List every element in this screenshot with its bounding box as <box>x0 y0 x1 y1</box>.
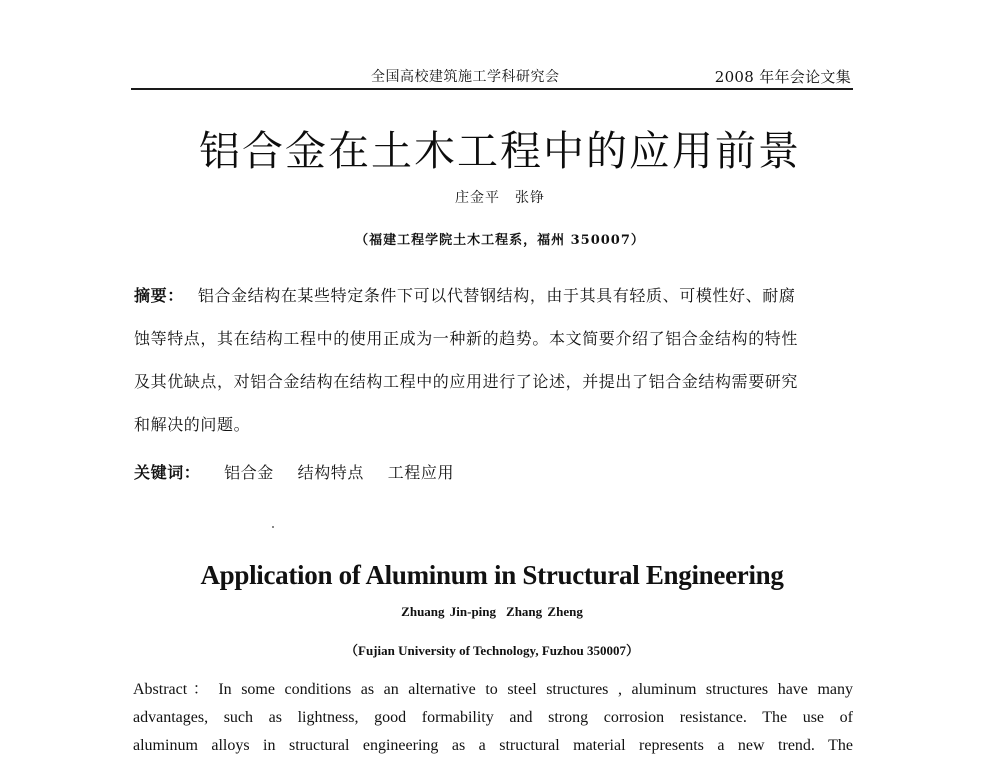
chinese-title: 铝合金在土木工程中的应用前景 <box>199 127 801 175</box>
keyword: 铝合金 <box>224 463 274 482</box>
english-abstract-line: advantages, such as lightness, good formability and strong corrosion resistance. The use of <box>133 709 853 726</box>
keyword: 结构特点 <box>297 463 364 482</box>
collection-name: 2008 年年会论文集 <box>714 68 851 86</box>
english-title: Application of Aluminum in Structural Engineering <box>200 560 784 590</box>
chinese-abstract-line: 及其优缺点，对铝合金结构在结构工程中的应用进行了论述，并提出了铝合金结构需要研究 <box>134 372 799 391</box>
chinese-keywords <box>134 460 472 483</box>
english-abstract-line <box>133 676 853 704</box>
chinese-abstract-text: 铝合金结构在某些特定条件下可以代替钢结构，由于其具有轻质、可模性好、耐腐 <box>197 286 796 305</box>
english-abstract <box>133 676 853 760</box>
chinese-abstract <box>134 274 856 446</box>
chinese-authors: 庄金平 张铮 <box>455 190 545 206</box>
english-author: Zhuang Jin-ping <box>401 604 497 619</box>
chinese-abstract-line <box>134 274 856 317</box>
english-affiliation: （Fujian University of Technology, Fuzhou 350007） <box>345 643 639 658</box>
english-abstract-text: In some conditions as an alternative to steel structures , aluminum structures have many <box>218 681 853 698</box>
keywords-label: 关键词： <box>134 463 201 482</box>
english-authors <box>0 604 984 620</box>
chinese-abstract-line: 蚀等特点，其在结构工程中的使用正成为一种新的趋势。本文简要介绍了铝合金结构的特性 <box>134 329 799 348</box>
keyword: 工程应用 <box>387 463 455 482</box>
chinese-abstract-line: 和解决的问题。 <box>134 415 251 434</box>
scan-artifact <box>272 526 274 528</box>
english-abstract-label: Abstract： <box>133 681 215 698</box>
chinese-affiliation: （福建工程学院土木工程系，福州 350007） <box>355 233 645 248</box>
english-abstract-line: aluminum alloys in structural engineering as a structural material represents a new trend. The <box>133 737 853 754</box>
english-author: Zhang Zheng <box>506 604 583 619</box>
header-divider <box>131 88 853 90</box>
running-header <box>131 62 853 88</box>
chinese-abstract-label: 摘要： <box>134 286 184 305</box>
journal-name: 全国高校建筑施工学科研究会 <box>371 69 560 85</box>
